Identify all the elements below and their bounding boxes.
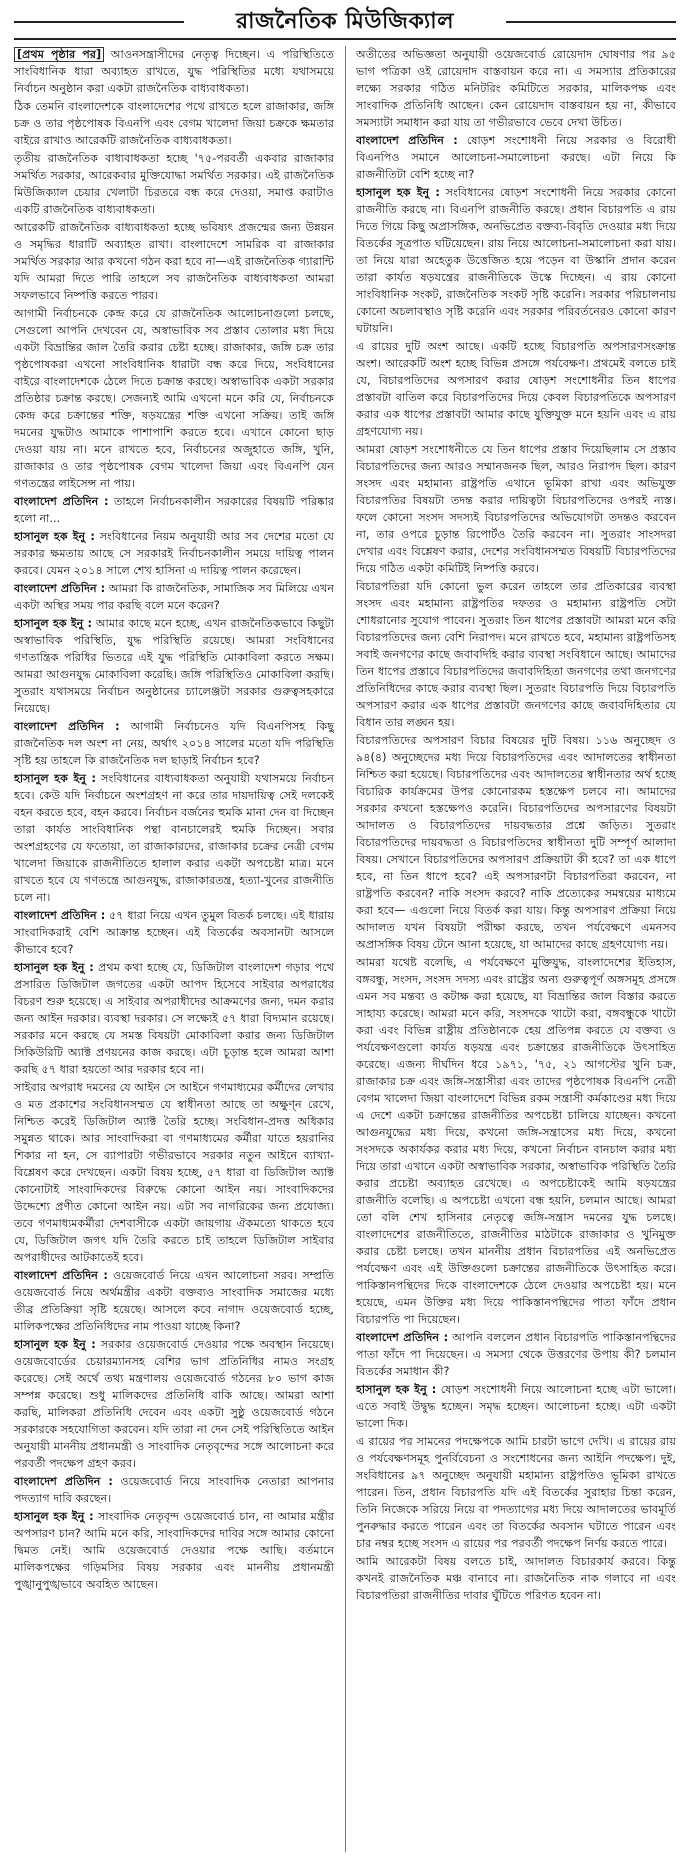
paragraph-text: আওনসন্ত্রাসীদের নেতৃত্ব দিচ্ছেন। এ পরিস্থিতিতে সাংবিধানিক ধারা অব্যাহত রাখতে, যুদ্ধ পরিস্থিতির মধ্যে যথাসময়ে নির্বাচন অনুষ্ঠান করা একটা রাজনৈতিক বাধ্যবাধকতা। bbox=[14, 48, 334, 95]
article-paragraph bbox=[14, 1267, 334, 1335]
article-paragraph bbox=[356, 184, 676, 337]
paragraph-text: ষোড়শ সংশোধনী নিয়ে সরকার ও বিরোধী বিএনপিও সমানে আলোচনা-সমালোচনা করছে। এটা নিয়ে কি রাজনীতিটা বেশি হচ্ছে না? bbox=[356, 134, 676, 181]
article-paragraph bbox=[356, 46, 676, 131]
article-paragraph bbox=[356, 132, 676, 183]
paragraph-text: সরকার ওয়েজবোর্ড দেওয়ার পক্ষে অবস্থান নিয়েছে। ওয়েজবোর্ডের চেয়ারম্যানসহ বেশির ভাগ প্রতিনিধির নামও সংগ্রহ করেছে। সেই অর্থে তথ্য মন্ত্রণালয় ওয়েজবোর্ড গঠনের ৮০ ভাগ কাজ সম্পন্ন করেছে। শুধু মালিকদের প্রতিনিধি বাকি আছে। আমরা আশা করছি, মালিকরা প্রতিনিধি দেবেন এবং একটা সুষ্ঠু ওয়েজবোর্ড গঠনে সরকারকে সহযোগিতা করবেন। যদি তারা না দেন সেই পরিস্থিতিতে আইন অনুযায়ী মাননীয় প্রধানমন্ত্রী ও সাংবাদিক নেতৃবৃন্দের সঙ্গে আলোচনা করে পরবর্তী পদক্ষেপ গ্রহণ করব। bbox=[14, 1338, 334, 1470]
speaker-label: বাংলাদেশ প্রতিদিন : bbox=[14, 1475, 113, 1488]
paragraph-text: ওয়েজবোর্ড নিয়ে সাংবাদিক নেতারা আপনার পদত্যাগ দাবি করছেন। bbox=[14, 1475, 334, 1505]
article-paragraph bbox=[356, 578, 676, 731]
paragraph-text: আগামী নির্বাচনেও যদি বিএনপিসহ কিছু রাজনৈতিক দল অংশ না নেয়, অর্থাৎ ২০১৪ সালের মতো যদি পরিস্থিতি সৃষ্টি হয় তাহলে কি রাজনৈতিক দল ছাড়াই নির্বাচন হবে? bbox=[14, 720, 334, 767]
paragraph-text: সংবিধানের বাধ্যবাধকতা অনুযায়ী যথাসময়ে নির্বাচন হবে। কেউ যদি নির্বাচনে অংশগ্রহণ না করে তার দায়দায়িত্ব সেই দলকেই বহন করতে হবে, বহন করবে। নির্বাচন বর্জনের হুমকি মানা দেন বা দিচ্ছেন তারা কার্যত সাংবিধানিক পন্থা বানচালেরই হুমকি দিচ্ছেন। সবার অংশগ্রহণের যে ফতোয়া, তা রাজাকারদের, রাজাকার চক্রের নেত্রী বেগম খালেদা জিয়াকে রাজনীতিতে হালাল করার একটা অপচেষ্টা মাত্র। মনে রাখতে হবে যে গণতন্ত্রে আগুনযুদ্ধ, রাজাকারতন্ত্র, হত্যা-খুনের রাজনীতি চলে না। bbox=[14, 772, 334, 904]
paragraph-text: বিচারপতিদের অপসারণ বিচার বিষয়ের দুটি বিষয়। ১১৬ অনুচ্ছেদ ও ৯৪(৪) অনুচ্ছেদের মধ্য দিয়ে বিচারপতিদের এবং আদালতের স্বাধীনতা নিশ্চিত করা হয়েছে। বিচারপতিদের এবং আদালতের স্বাধীনতার অর্থ হচ্ছে বিচারিক কার্যক্রমের উপর কোনোরকম হস্তক্ষেপ চলবে না। আমাদের সরকার কখনো হস্তক্ষেপও করেনি। বিচারপতিদের অপসারণের বিষয়টা আদালত ও বিচারপতিদের দায়বদ্ধতার প্রশ্নে জড়িত। সুতরাং বিচারপতিদের দায়বদ্ধতা ও বিচারপতিদের স্বাধীনতা দুটি সম্পূর্ণ আলাদা বিষয়। সেখানে বিচারপতিদের অপসারণ প্রক্রিয়াটা কী হবে? তা এক ধাপে হবে, না তিন ধাপে হবে? এই অপসারণটা বিচারপতিরা করবেন, না রাষ্ট্রপতি করবেন? নাকি সংসদ করবে? নাকি প্রত্যেকের সমন্বয়ের মাধ্যমে করা হবে— এগুলো নিয়ে বিতর্ক করা যায়। কিন্তু অপসারণ প্রক্রিয়া নিয়ে আদালত যখন বিষয়টা পরীক্ষা করছে, তখন পর্যবেক্ষণে এমনসব অপ্রাসঙ্গিক বিষয় টেনে আনা হয়েছে, যা আমাদের কাছে গ্রহণযোগ্য নয়। bbox=[356, 734, 676, 951]
paragraph-text: অতীতের অভিজ্ঞতা অনুযায়ী ওয়েজবোর্ড রোয়েদাদ ঘোষণার পর ৯৫ ভাগ পত্রিকা ওই রোয়েদাদ বাস্তবায়ন করে না। এ সমস্যার প্রতিকারের লক্ষ্যে সরকার গঠিত মনিটরিং কমিটিতে সরকার, মালিকপক্ষ এবং সাংবাদিক প্রতিনিধি আছেন। কেন রোয়েদাদ বাস্তবায়ন হয় না, কীভাবে সমস্যাটা সমাধান করা যায় তা গভীরভাবে ভেবে দেখা উচিত। bbox=[356, 48, 676, 129]
article-paragraph bbox=[14, 528, 334, 579]
article-paragraph bbox=[14, 219, 334, 304]
article-paragraph bbox=[356, 732, 676, 953]
paragraph-text: আরেকটি রাজনৈতিক বাধ্যবাধকতা হচ্ছে ভবিষ্যৎ প্রজন্মের জন্য উন্নয়ন ও সমৃদ্ধির ধারাটি অব্যাহত রাখা। বাংলাদেশে সামরিক বা রাজাকার সমর্থিত সরকার আর কখনো গঠন করা হবে না—এই রাজনৈতিক গ্যারান্টি যদি আমরা দিতে পারি তাহলে সব রাজনৈতিক বাধ্যবাধকতা আমরা সফলভাবে নিষ্পত্তি করতে পারব। bbox=[14, 221, 334, 302]
article-paragraph bbox=[14, 959, 334, 1078]
article-paragraph bbox=[14, 493, 334, 527]
section-title: রাজনৈতিক মিউজিক্যাল bbox=[235, 7, 455, 34]
right-column bbox=[356, 46, 676, 1852]
article-paragraph bbox=[14, 615, 334, 717]
section-header bbox=[14, 6, 676, 40]
paragraph-text: তৃতীয় রাজনৈতিক বাধ্যবাধকতা হচ্ছে '৭৫-পরবর্তী একবার রাজাকার সমর্থিত সরকার, আরেকবার মুক্তিযোদ্ধা সমর্থিত সরকার। এই রাজনৈতিক মিউজিক্যাল চেয়ার খেলাটা চিরতরে বন্ধ করে দেওয়া, সমাপ্ত করাটাও একটি রাজনৈতিক বাধ্যবাধকতা। bbox=[14, 152, 334, 216]
paragraph-text: সাংবাদিক নেতৃবৃন্দ ওয়েজবোর্ড চান, না আমার মন্ত্রীর অপসারণ চান? আমি মনে করি, সাংবাদিকদের দাবির সঙ্গে আমার কোনো দ্বিমত নেই। আমি ওয়েজবোর্ড দেওয়ার পক্ষে আছি। বর্তমানে মালিকপক্ষের গড়িমসির বিষয় সরকার এবং মাননীয় প্রধানমন্ত্রী পুঙ্খানুপুঙ্খভাবে অবহিত আছেন। bbox=[14, 1510, 334, 1591]
paragraph-text: এ রায়ের দুটি অংশ আছে। একটি হচ্ছে বিচারপতি অপসারণসংক্রান্ত অংশ। আরেকটি অংশ হচ্ছে বিভিন্ন প্রসঙ্গে পর্যবেক্ষণ। প্রথমেই বলতে চাই যে, বিচারপতিদের অপসারণ করার ষোড়শ সংশোধনীর তিন ধাপের প্রস্তাবটা বাতিল করে বিচারপতিদের দিয়ে কেবল বিচারপতিকে অপসারণ করার এক ধাপের প্রস্তাবটা আমার কাছে যুক্তিযুক্ত মনে হয়নি এবং এ রায় গ্রহণযোগ্য নয়। bbox=[356, 340, 676, 438]
paragraph-text: ওয়েজবোর্ড নিয়ে এখন আলোচনা সরব। সম্প্রতি ওয়েজবোর্ড নিয়ে অর্থমন্ত্রীর একটা বক্তব্যও সাংবাদিক সমাজের মধ্যে তীব্র প্রতিক্রিয়া সৃষ্টি হয়েছে। আসলে কবে নাগাদ ওয়েজবোর্ড হচ্ছে, মালিকপক্ষের প্রতিনিধিদের নাম পাওয়া যাচ্ছে কিনা? bbox=[14, 1269, 334, 1333]
speaker-label: বাংলাদেশ প্রতিদিন : bbox=[356, 1331, 449, 1344]
article-paragraph bbox=[14, 1508, 334, 1593]
header-rule-right bbox=[506, 21, 676, 23]
speaker-label: হাসানুল হক ইনু : bbox=[14, 617, 92, 630]
article-body bbox=[14, 46, 676, 1852]
article-paragraph bbox=[14, 718, 334, 769]
paragraph-text: ঠিক তেমনি বাংলাদেশকে বাংলাদেশের পথে রাখতে হলে রাজাকার, জঙ্গি চক্র ও তার পৃষ্ঠপোষক বিএনপি এবং বেগম খালেদা জিয়া চক্রকে ক্ষমতার বাইরে রাখাও আরেকটি রাজনৈতিক বাধ্যবাধকতা। bbox=[14, 100, 334, 147]
paragraph-text: সাইবার অপরাধ দমনের যে আইন সে আইনে গণমাধ্যমের কর্মীদের লেখার ও মত প্রকাশের সংবিধানসম্মত যে স্বাধীনতা আছে তা অক্ষুণ্ন রেখে, নিশ্চিত করেই ডিজিটাল অ্যাক্ট তৈরি হচ্ছে। সংবিধান-প্রদত্ত অধিকার সমুন্নত থাকে। আর সাংবাদিকরা বা গণমাধ্যমের কর্মীরা যাতে হয়রানির শিকার না হন, সে ব্যাপারটা গভীরভাবে সরকার নতুন আইনে ব্যাখ্যা-বিশ্লেষণ করে দেখছেন। একটা বিষয় হচ্ছে, ৫৭ ধারা বা ডিজিটাল অ্যাক্ট কোনোটাই সাংবাদিকদের বিরুদ্ধে কোনো আইন নয়। সাংবাদিকদের উদ্দেশ্যে প্রণীত কোনো আইন নয়। এটা সব নাগরিকের জন্য প্রযোজ্য। তবে গণমাধ্যমকর্মীরা দেশবাসীকে একটা জায়গায় ঐকমত্যে থাকতে হবে যে, ডিজিটাল জগৎ যদি তৈরি করতে চাই তাহলে ডিজিটাল সাইবার অপরাধীদের আটকাতেই হবে। bbox=[14, 1081, 334, 1264]
paragraph-text: ৫৭ ধারা নিয়ে এখন তুমুল বিতর্ক চলছে। এই ধারায় সাংবাদিকরাই বেশি আক্রান্ত হচ্ছেন। এই বিতর্কের অবসানটা আসলে কীভাবে হবে? bbox=[14, 909, 334, 956]
header-rule-left bbox=[14, 21, 184, 23]
paragraph-text: এ রায়ের পর সামনের পদক্ষেপকে আমি চারটা ভাগে দেখি। এ রায়ের রায় ও পর্যবেক্ষণসমূহ পুনর্বিবেচনা ও সংশোধনের জন্য আইনি পদক্ষেপ। দুই, সংবিধানের ৯৭ অনুচ্ছেদ অনুযায়ী মহামান্য রাষ্ট্রপতিও ভূমিকা রাখতে পারেন। তিন, প্রধান বিচারপতি যদি এই বিতর্কের সুরাহার চিন্তা করেন, তিনি নিজেকে সরিয়ে নিয়ে বা পদত্যাগের মধ্য দিয়ে আদালতের ভাবমূর্তি পুনরুদ্ধার করতে পারেন এবং তা বিতর্কের অবসান ঘটাতে পারেন এবং চার নম্বর হচ্ছে সংসদ এ রায়ের পর পরবর্তী পদক্ষেপ নির্ণয় করতে পারে। bbox=[356, 1435, 676, 1550]
paragraph-text: বিচারপতিরা যদি কোনো ভুল করেন তাহলে তার প্রতিকারের ব্যবস্থা সংসদ এবং মহামান্য রাষ্ট্রপতির দফতর ও মহামান্য রাষ্ট্রপতি সেটা শোধরানোর সুযোগ পাবেন। সুতরাং তিন ধাপের প্রস্তাবটা আমরা মনে করি বিচারপতিদের জন্য বেশি নিরাপদ। মনে রাখতে হবে, মহামান্য রাষ্ট্রপতিসহ সবাই জনগণের কাছে জবাবদিহি করার ব্যবস্থা সংবিধানে আছে। আমাদের তিন ধাপের প্রস্তাবে বিচারপতিদের জবাবদিহিতা জনগণের তথা জনগণের প্রতিনিধিদের কাছে করার ব্যবস্থা ছিল। সুতরাং বিচারপতি দিয়ে বিচারপতি অপসারণ করার এক ধাপের প্রস্তাবটা জনগণের কাছে জবাবদিহিতার যে বিধান তার লঙ্ঘন হয়। bbox=[356, 580, 676, 729]
speaker-label: হাসানুল হক ইনু : bbox=[356, 1383, 437, 1396]
speaker-label: হাসানুল হক ইনু : bbox=[14, 772, 96, 785]
article-paragraph bbox=[14, 1473, 334, 1507]
article-paragraph bbox=[14, 770, 334, 906]
article-paragraph bbox=[356, 1433, 676, 1552]
speaker-label: হাসানুল হক ইনু : bbox=[14, 961, 94, 974]
paragraph-text: ষোড়শ সংশোধনী নিয়ে আলোচনা হচ্ছে এটা ভালো। এতে সবাই উদ্বুদ্ধ হচ্ছেন। সমৃদ্ধ হচ্ছেন। আলোচনা হচ্ছে। এটা একটা ভালো দিক। bbox=[356, 1383, 676, 1430]
article-paragraph bbox=[356, 1329, 676, 1380]
paragraph-text: আপনি বললেন প্রধান বিচারপতি পাকিস্তানপন্থিদের পাতা ফাঁদে পা দিয়েছেন। এ সমস্যা থেকে উত্তরণের উপায় কী? চলমান বিতর্কের সমাধান কী? bbox=[356, 1331, 676, 1378]
speaker-label: হাসানুল হক ইনু : bbox=[14, 530, 95, 543]
paragraph-text: আমরা যথেষ্ট বলেছি, এ পর্যবেক্ষণে মুক্তিযুদ্ধ, বাংলাদেশের ইতিহাস, বঙ্গবন্ধু, সংসদ, সংসদ সদস্য এবং রাষ্ট্রের অন্য গুরুত্বপূর্ণ অঙ্গসমূহ প্রসঙ্গে এমন সব মন্তব্য ও কটাক্ষ করা হয়েছে, যা বিভ্রান্তির জাল বিস্তার করতে সাহায্য করেছে। আমরা মনে করি, সংসদকে খাটো করা, বঙ্গবন্ধুকে খাটো করা এবং বিভিন্ন রাষ্ট্রীয় প্রতিষ্ঠানকে হেয় প্রতিপন্ন করতে যে বক্তব্য ও পর্যবেক্ষণগুলো কার্যত ষড়যন্ত্র এবং চক্রান্তের রাজনীতিকে উৎসাহিত করেছে। এজন্য দীর্ঘদিন ধরে ১৯৭১, '৭৫, ২১ আগস্টের খুনি চক্র, রাজাকার চক্র এবং জঙ্গি-সন্ত্রাসীরা এবং তাদের পৃষ্ঠপোষক বিএনপি নেত্রী বেগম খালেদা জিয়া বাংলাদেশে বিভিন্ন রকম সন্ত্রাসী কর্মকাণ্ডের মধ্য দিয়ে এ দেশে একটা চক্রান্তের রাজনীতির অপচেষ্টা চালিয়ে যাচ্ছেন। কখনো আগুনযুদ্ধের মধ্য দিয়ে, কখনো জঙ্গি-সন্ত্রাসের মধ্য দিয়ে, কখনো সংসদকে অকার্যকর করার মধ্য দিয়ে, কখনো নির্বাচন বানচাল করার মধ্য দিয়ে তারা এখানে একটা অস্বাভাবিক সরকার, অস্বাভাবিক পরিস্থিতি তৈরি করার প্রচেষ্টা অব্যাহত রেখেছে। এ অপচেষ্টাকেই আমি ষড়যন্ত্রের রাজনীতি বলেছি। এ অপচেষ্টা এখনো বন্ধ হয়নি, চলমান আছে। আমরা তো বলি শেখ হাসিনার নেতৃত্বে জঙ্গি-সন্ত্রাস দমনের যুদ্ধ চলছে। বাংলাদেশের রাজনীতিতে, রাজনীতির মাঠটাকে রাজাকার ও খুনিমুক্ত করার চেষ্টা চলছে। তখন মাননীয় প্রধান বিচারপতির এই অনভিপ্রেত পর্যবেক্ষণ এবং এই উক্তিগুলো চক্রান্তের রাজনীতিকে উৎসাহিত করে। পাকিস্তানপন্থিদের দিকে বাংলাদেশকে ঠেলে দেওয়ার অপচেষ্টা হয়। মনে হয়েছে, এমন উক্তির মধ্য দিয়ে পাকিস্তানপন্থিদের পাতা ফাঁদে প্রধান বিচারপতি পা দিয়েছেন। bbox=[356, 956, 676, 1326]
article-paragraph bbox=[14, 46, 334, 97]
paragraph-text: আগামী নির্বাচনকে কেন্দ্র করে যে রাজনৈতিক আলোচনাগুলো চলছে, সেগুলো আপনি দেখবেন যে, অস্বাভাবিক সব প্রস্তাব তোলার মধ্য দিয়ে একটা বিভ্রান্তির জাল তৈরি করার চেষ্টা হচ্ছে। রাজাকার, জঙ্গি চক্র তার পৃষ্ঠপোষকরা এখনো সাংবিধানিক ধারাটা বন্ধ করে দিয়ে, সংবিধানের বাইরে বাংলাদেশকে ঠেলে দিতে চক্রান্ত করছে। অস্বাভাবিক একটা সরকার প্রতিষ্ঠার চক্রান্ত করছে। সেজন্যই আমি এখনো মনে করি যে, নির্বাচনকে কেন্দ্র করে চক্রান্তের শক্তি, ষড়যন্ত্রের শক্তি এখনো সক্রিয়। তাই জঙ্গি দমনের যুদ্ধটাও আমাকে পাশাপাশি করতে হবে। এখানে কোনো ছাড় দেওয়া যায় না। মনে রাখতে হবে, নির্বাচনের অজুহাতে জঙ্গি, খুনি, রাজাকার ও তার পৃষ্ঠপোষক বেগম খালেদা জিয়া এবং বিএনপি যেন গণতন্ত্রের লাইসেন্স না পায়। bbox=[14, 307, 334, 490]
speaker-label: বাংলাদেশ প্রতিদিন : bbox=[14, 720, 120, 733]
article-paragraph bbox=[356, 1553, 676, 1604]
article-paragraph bbox=[14, 98, 334, 149]
paragraph-text: আমি আরেকটা বিষয় বলতে চাই, আদালত বিচারকার্য করবে। কিন্তু কখনই রাজনৈতিক মঞ্চ বানাবে না। রাজনৈতিক নাক গলাবে না এবং বিচারপতিরা রাজনীতির দাবার ঘুঁটিতে পরিণত হবেন না। bbox=[356, 1555, 676, 1602]
speaker-label: হাসানুল হক ইনু : bbox=[14, 1510, 94, 1523]
paragraph-text: আমরা ষোড়শ সংশোধনীতে যে তিন ধাপের প্রস্তাব দিয়েছিলাম সে প্রস্তাব বিচারপতিদের জন্য আরও সম্মানজনক ছিল, আরও নিরাপদ ছিল। কারণ সংসদ এবং মহামান্য রাষ্ট্রপতি এখানে ভূমিকা রাখা এবং অভিযুক্ত বিচারপতির বিষয়টা তদন্ত করার দায়িত্বটা বিচারপতিদের ওপরই ন্যস্ত। ফলে কোনো সংসদ সদস্যই বিচারপতিদের অভিযোগটা তদন্তও করবেন না, তার ওপরে চূড়ান্ত রিপোর্টও তৈরি করবেন না। সুতরাং সাংসদরা দেখার এবং বিশ্লেষণ করার, দেশের সংবিধানসম্মত বিষয়টি বিচারপতিদের দিয়ে গঠিত একটা কমিটিই নিষ্পত্তি করবে। bbox=[356, 443, 676, 575]
speaker-label: বাংলাদেশ প্রতিদিন : bbox=[14, 909, 106, 922]
article-paragraph bbox=[356, 441, 676, 577]
speaker-label: বাংলাদেশ প্রতিদিন : bbox=[14, 582, 106, 595]
paragraph-text: আমরা কি রাজনৈতিক, সামাজিক সব মিলিয়ে এখন একটা অস্থির সময় পার করছি বলে মনে করেন? bbox=[14, 582, 334, 612]
speaker-label: বাংলাদেশ প্রতিদিন : bbox=[356, 134, 458, 147]
speaker-label: হাসানুল হক ইনু : bbox=[356, 186, 440, 199]
article-paragraph bbox=[14, 907, 334, 958]
article-paragraph bbox=[356, 954, 676, 1328]
speaker-label: বাংলাদেশ প্রতিদিন : bbox=[14, 1269, 108, 1282]
column-divider bbox=[345, 46, 346, 1852]
paragraph-text: সংবিধানের ষোড়শ সংশোধনী নিয়ে সরকার কোনো রাজনীতি করছে না। বিএনপি রাজনীতি করছে। প্রধান বিচারপতি এ রায় দিতে গিয়ে কিছু অপ্রাসঙ্গিক, অনভিপ্রেত বক্তব্য-বিবৃতি দেওয়ার মধ্য দিয়ে বিতর্কের সূত্রপাত ঘটিয়েছেন। রায় নিয়ে আলোচনা-সমালোচনা করা যায়। তা নিয়ে যারা অহেতুক উত্তেজিত হয়ে পড়েন বা উস্কানি প্রদান করেন তারা কার্যত ষড়যন্ত্রের রাজনীতিকে উস্কে দিচ্ছেন। এ রায় কোনো সাংবিধানিক সংকট, রাজনৈতিক সংকট সৃষ্টি করেনি। সরকার পরিচালনায় কোনো অচলাবস্থাও সৃষ্টি করেনি এবং সরকার পরিবর্তনেরও কোনো কারণ ঘটায়নি। bbox=[356, 186, 676, 335]
continued-label: [প্রথম পৃষ্ঠার পর] bbox=[14, 47, 104, 62]
article-paragraph bbox=[356, 1381, 676, 1432]
article-paragraph bbox=[356, 338, 676, 440]
speaker-label: বাংলাদেশ প্রতিদিন : bbox=[14, 495, 109, 508]
paragraph-text: তাহলে নির্বাচনকালীন সরকারের বিষয়টি পরিষ্কার হলো না... bbox=[14, 495, 334, 525]
paragraph-text: সংবিধানের নিয়ম অনুযায়ী আর সব দেশের মতো যে সরকার ক্ষমতায় আছে সে সরকারই নির্বাচনকালীন সময়ে দায়িত্ব পালন করবে। যেমন ২০১৪ সালে শেখ হাসিনা এ দায়িত্ব পালন করেছেন। bbox=[14, 530, 334, 577]
speaker-label: হাসানুল হক ইনু : bbox=[14, 1338, 96, 1351]
paragraph-text: আমার কাছে মনে হচ্ছে, এখন রাজনৈতিকভাবে কিছুটা অস্বাভাবিক পরিস্থিতি, যুদ্ধ পরিস্থিতি রয়েছে। আমরা সংবিধানের গণতান্ত্রিক পরিধির ভিতরে এই যুদ্ধ পরিস্থিতি মোকাবিলা করতে সক্ষম। আমরা আগুনযুদ্ধ মোকাবিলা করেছি। জঙ্গি পরিস্থিতিও মোকাবিলা করছি। সুতরাং যথাসময়ে নির্বাচন অনুষ্ঠানের চ্যালেঞ্জটা সরকার গুরুত্বসহকারে নিয়েছে। bbox=[14, 617, 334, 715]
article-paragraph bbox=[14, 1336, 334, 1472]
article-paragraph bbox=[14, 150, 334, 218]
left-column bbox=[14, 46, 334, 1852]
article-paragraph bbox=[14, 1079, 334, 1266]
paragraph-text: প্রথম কথা হচ্ছে যে, ডিজিটাল বাংলাদেশ গড়ার পথে প্রসারিত ডিজিটাল জগতের একটা আপদ হিসেবে সাইবার অপরাধের বিচরণ শুরু হয়েছে। এ সাইবার অপরাধীদের আক্রমণের জন্য, দমন করার জন্য আইন দরকার। ব্যবস্থা দরকার। সে লক্ষ্যেই ৫৭ ধারা বিদ্যমান রয়েছে। সরকার মনে করছে যে সমস্ত বিষয়টা মোকাবিলা করার জন্য ডিজিটাল সিকিউরিটি অ্যাক্ট প্রণয়নের কাজ করছে। এটা চূড়ান্ত হলে আমরা আশা করছি ৫৭ ধারা হয়তো আর দরকার হবে না। bbox=[14, 961, 334, 1076]
article-paragraph bbox=[14, 305, 334, 492]
article-paragraph bbox=[14, 580, 334, 614]
